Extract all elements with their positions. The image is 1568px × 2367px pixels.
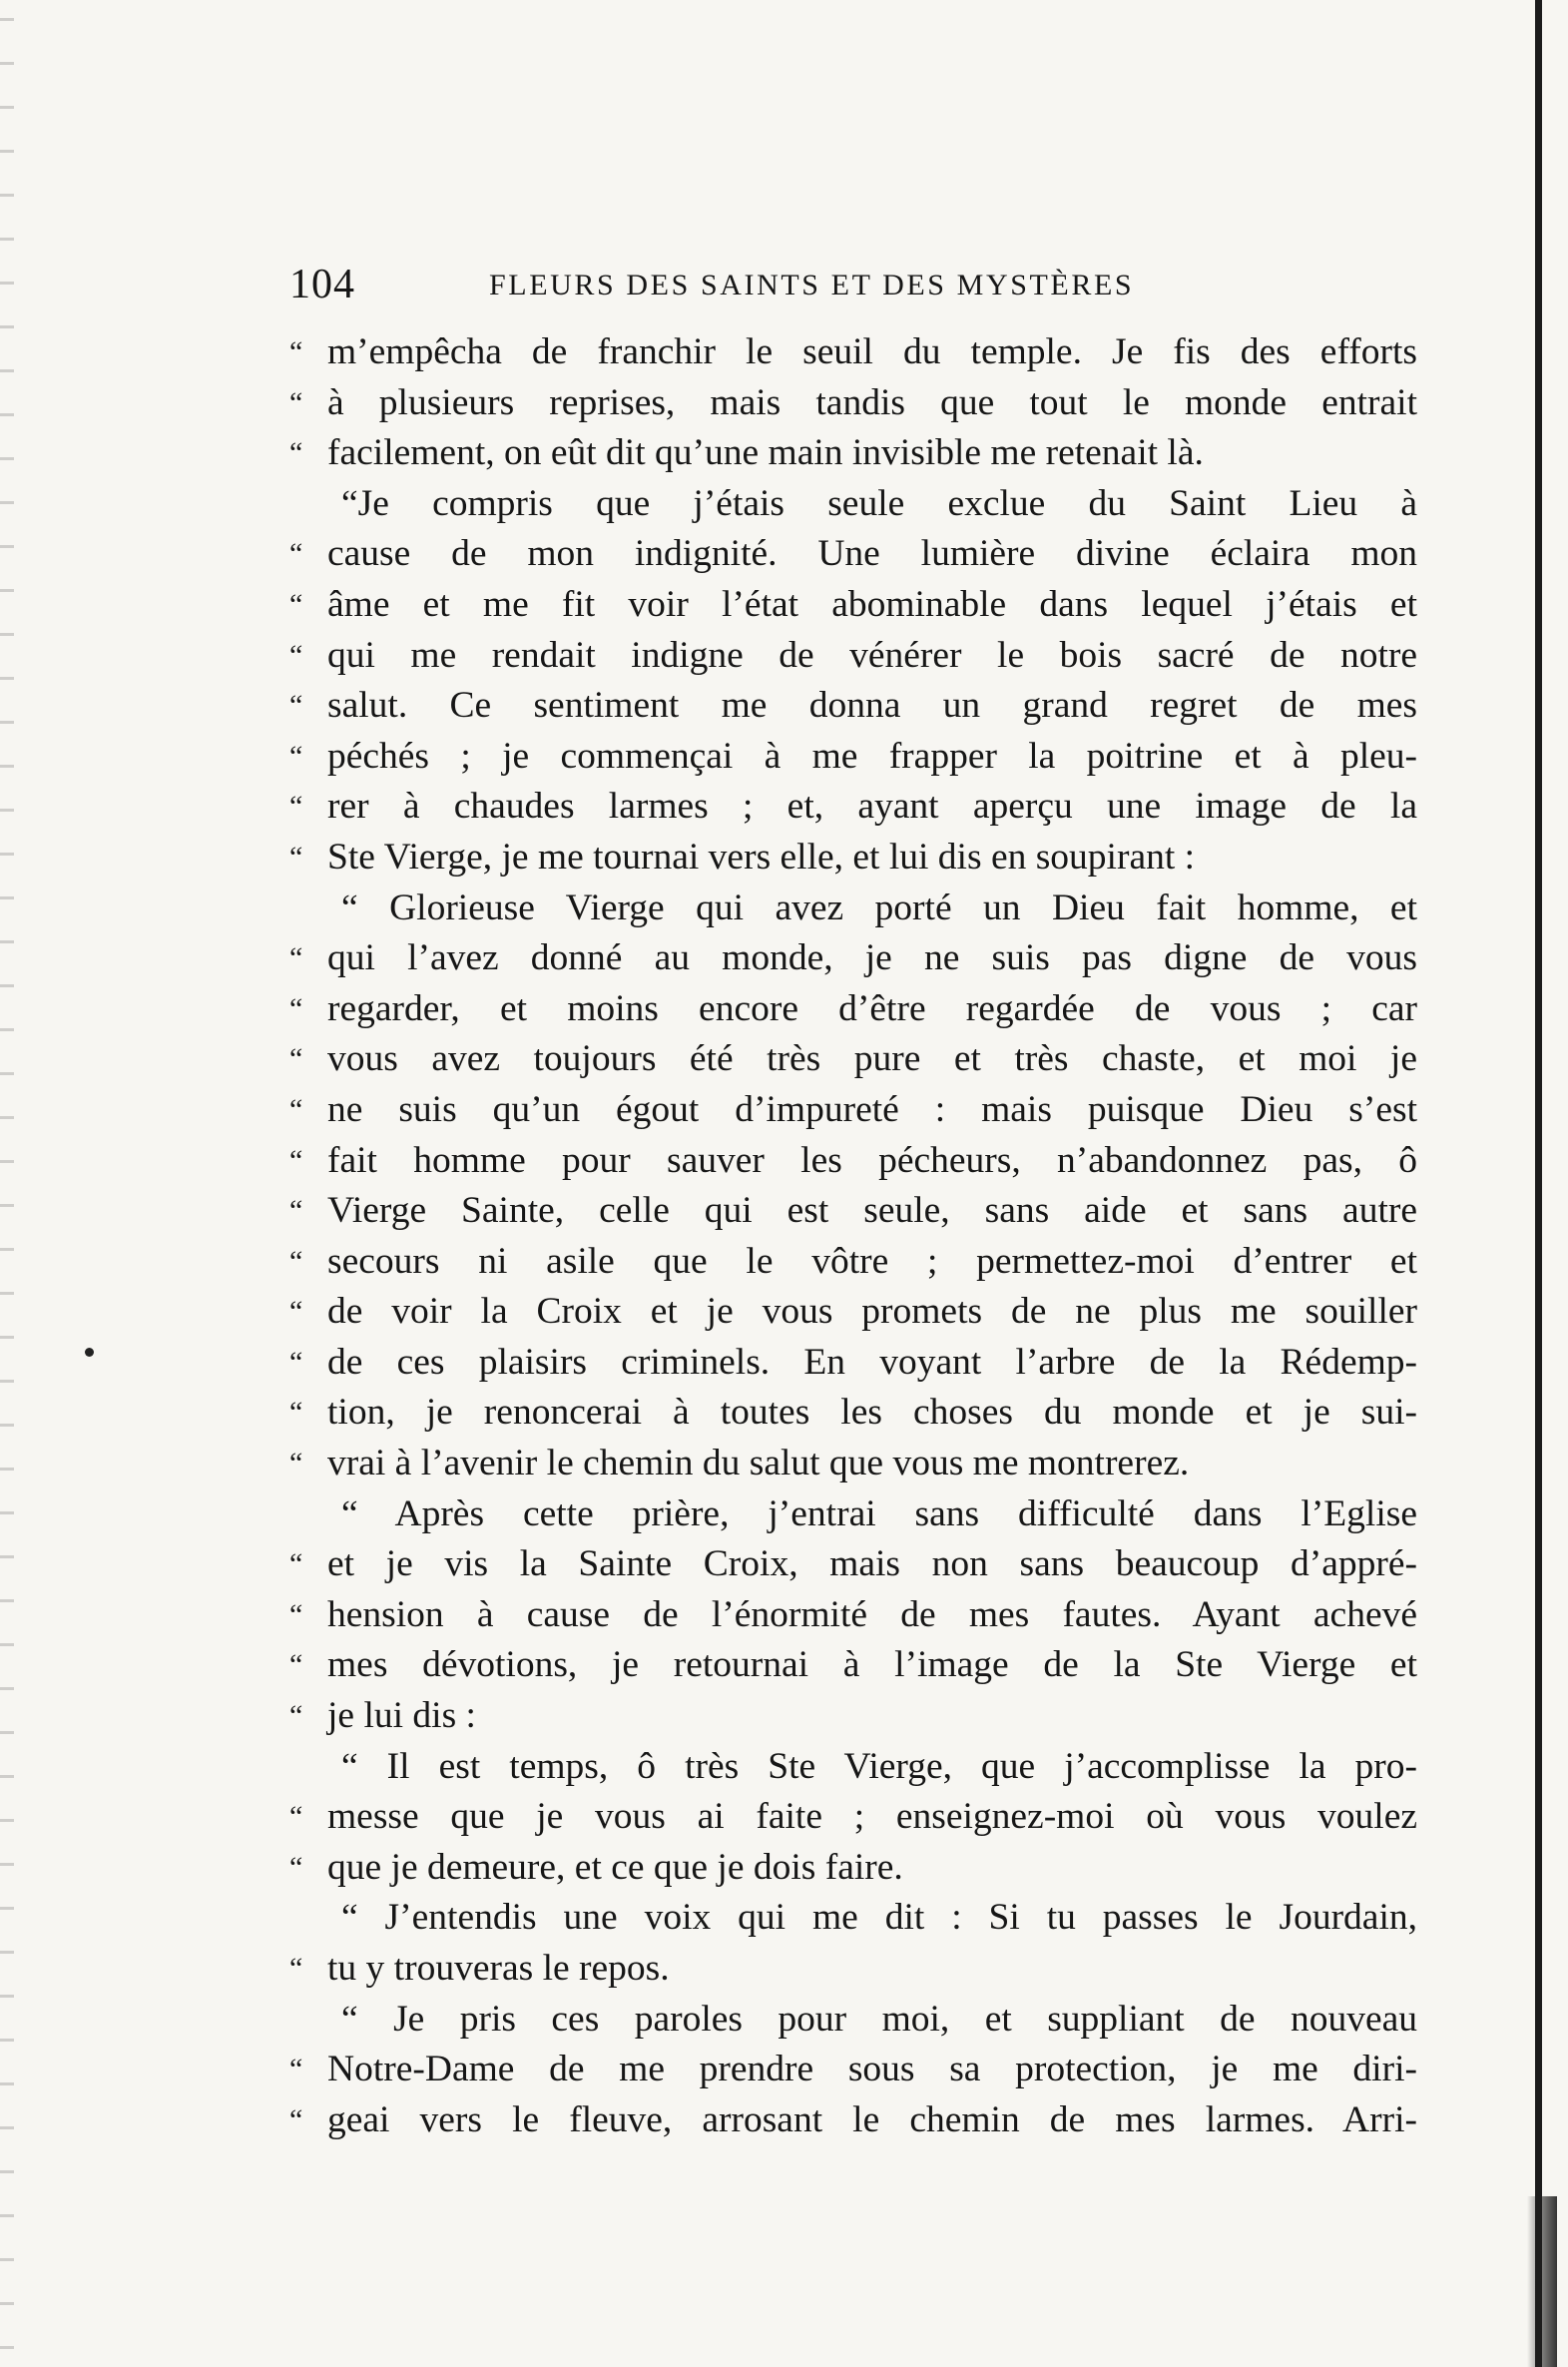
line-text: “Je compris que j’étais seule exclue du Saint Lieu à <box>341 482 1417 524</box>
text-line <box>289 1640 1417 1691</box>
quote-mark: “ <box>289 840 303 874</box>
line-text: cause de mon indignité. Une lumière divine éclaira mon <box>327 533 1417 575</box>
page-number: 104 <box>289 262 355 307</box>
text-line <box>289 1944 1417 1995</box>
quote-mark: “ <box>289 638 303 672</box>
line-text: péchés ; je commençai à me frapper la poitrine et à pleu- <box>327 735 1417 777</box>
page-left-edge-artifacts <box>0 0 14 2367</box>
line-text: Vierge Sainte, celle qui est seule, sans aide et sans autre <box>327 1190 1417 1232</box>
line-text: à plusieurs reprises, mais tandis que tout le monde entrait <box>327 381 1417 423</box>
text-line <box>289 1186 1417 1237</box>
line-text: messe que je vous ai faite ; enseignez-moi où vous voulez <box>327 1796 1417 1838</box>
line-text: rer à chaudes larmes ; et, ayant aperçu une image de la <box>327 786 1417 828</box>
quote-mark: “ <box>289 2053 303 2086</box>
text-line <box>289 933 1417 984</box>
quote-mark: “ <box>289 1345 303 1379</box>
text-line <box>289 1085 1417 1136</box>
line-text: vrai à l’avenir le chemin du salut que vous me montrerez. <box>327 1443 1190 1484</box>
line-text: geai vers le fleuve, arrosant le chemin de mes larmes. Arri- <box>327 2098 1417 2140</box>
quote-mark: “ <box>289 689 303 723</box>
quote-mark: “ <box>289 1295 303 1329</box>
line-text: vous avez toujours été très pure et très chaste, et moi je <box>327 1038 1417 1080</box>
text-line <box>289 1287 1417 1338</box>
text-line <box>289 1843 1417 1894</box>
quote-mark: “ <box>289 1447 303 1480</box>
line-text: facilement, on eût dit qu’une main invisible me retenait là. <box>327 432 1204 474</box>
text-line <box>289 631 1417 682</box>
quote-mark: “ <box>289 1042 303 1076</box>
text-line <box>289 1792 1417 1843</box>
text-line <box>289 1742 1417 1793</box>
line-text: “ Il est temps, ô très Ste Vierge, que j’accomplisse la pro- <box>341 1745 1417 1787</box>
quote-mark: “ <box>289 2102 303 2136</box>
page-right-edge-shadow <box>1535 0 1542 2367</box>
line-text: qui me rendait indigne de vénérer le bois sacré de notre <box>327 634 1417 676</box>
line-text: “ Je pris ces paroles pour moi, et suppliant de nouveau <box>341 1998 1417 2040</box>
quote-mark: “ <box>289 1597 303 1631</box>
quote-mark: “ <box>289 1194 303 1228</box>
quote-mark: “ <box>289 1952 303 1985</box>
text-line <box>289 833 1417 884</box>
quote-mark: “ <box>289 537 303 571</box>
line-text: de ces plaisirs criminels. En voyant l’arbre de la Rédemp- <box>327 1341 1417 1383</box>
line-text: hension à cause de l’énormité de mes fautes. Ayant achevé <box>327 1593 1417 1635</box>
quote-mark: “ <box>289 335 303 368</box>
line-text: qui l’avez donné au monde, je ne suis pas digne de vous <box>327 937 1417 979</box>
quote-mark: “ <box>289 1092 303 1126</box>
quote-mark: “ <box>289 1143 303 1177</box>
quote-mark: “ <box>289 587 303 621</box>
text-line <box>289 1388 1417 1439</box>
line-text: “ J’entendis une voix qui me dit : Si tu passes le Jourdain, <box>341 1897 1417 1939</box>
line-text: tion, je renoncerai à toutes les choses du monde et je sui- <box>327 1392 1417 1434</box>
line-text: Ste Vierge, je me tournai vers elle, et lui dis en soupirant : <box>327 836 1196 878</box>
text-line <box>289 782 1417 833</box>
line-text: de voir la Croix et je vous promets de ne plus me souiller <box>327 1291 1417 1333</box>
quote-mark: “ <box>289 385 303 419</box>
text-line <box>289 529 1417 580</box>
page-corner-shadow <box>1527 2196 1557 2367</box>
quote-mark: “ <box>289 1648 303 1682</box>
quote-mark: “ <box>289 1699 303 1733</box>
quote-mark: “ <box>289 1396 303 1430</box>
text-line <box>289 1539 1417 1590</box>
line-text: que je demeure, et ce que je dois faire. <box>327 1846 903 1888</box>
text-line <box>289 2045 1417 2095</box>
line-text: ne suis qu’un égout d’impureté : mais puisque Dieu s’est <box>327 1088 1417 1130</box>
line-text: âme et me fit voir l’état abominable dans lequel j’étais et <box>327 583 1417 625</box>
text-line <box>289 732 1417 783</box>
text-line <box>289 1590 1417 1641</box>
quote-mark: “ <box>289 436 303 470</box>
quote-mark: “ <box>289 941 303 975</box>
text-line <box>289 1136 1417 1187</box>
line-text: regarder, et moins encore d’être regardée de vous ; car <box>327 987 1417 1029</box>
line-text: secours ni asile que le vôtre ; permettez-moi d’entrer et <box>327 1240 1417 1282</box>
quote-mark: “ <box>289 1547 303 1581</box>
line-text: “ Glorieuse Vierge qui avez porté un Dieu fait homme, et <box>341 887 1417 928</box>
quote-mark: “ <box>289 1850 303 1884</box>
quote-mark: “ <box>289 1244 303 1278</box>
line-text: je lui dis : <box>327 1695 476 1737</box>
line-text: Notre-Dame de me prendre sous sa protection, je me diri- <box>327 2049 1417 2090</box>
line-text: mes dévotions, je retournai à l’image de la Ste Vierge et <box>327 1644 1417 1686</box>
text-line <box>289 984 1417 1035</box>
text-line <box>289 1995 1417 2046</box>
page-header <box>289 260 1417 309</box>
text-line <box>289 479 1417 530</box>
line-text: “ Après cette prière, j’entrai sans difficulté dans l’Eglise <box>341 1492 1417 1534</box>
text-line <box>289 1893 1417 1944</box>
text-line <box>289 2095 1417 2146</box>
running-title: FLEURS DES SAINTS ET DES MYSTÈRES <box>489 269 1135 301</box>
quote-mark: “ <box>289 790 303 824</box>
line-text: m’empêcha de franchir le seuil du temple. Je fis des efforts <box>327 331 1417 372</box>
text-line <box>289 1237 1417 1288</box>
line-text: salut. Ce sentiment me donna un grand regret de mes <box>327 685 1417 727</box>
line-text: et je vis la Sainte Croix, mais non sans beaucoup d’appré- <box>327 1543 1417 1585</box>
text-line <box>289 681 1417 732</box>
text-line <box>289 1338 1417 1389</box>
text-line <box>289 1034 1417 1085</box>
body-text <box>289 327 1417 2145</box>
quote-mark: “ <box>289 739 303 773</box>
text-line <box>289 428 1417 479</box>
text-line <box>289 1489 1417 1540</box>
quote-mark: “ <box>289 991 303 1025</box>
text-line <box>289 580 1417 631</box>
line-text: tu y trouveras le repos. <box>327 1948 670 1989</box>
quote-mark: “ <box>289 1800 303 1834</box>
ink-speck <box>85 1348 94 1357</box>
text-line <box>289 327 1417 378</box>
text-line <box>289 1691 1417 1742</box>
text-line <box>289 1439 1417 1489</box>
text-line <box>289 378 1417 429</box>
text-line <box>289 884 1417 934</box>
line-text: fait homme pour sauver les pécheurs, n’abandonnez pas, ô <box>327 1139 1417 1181</box>
